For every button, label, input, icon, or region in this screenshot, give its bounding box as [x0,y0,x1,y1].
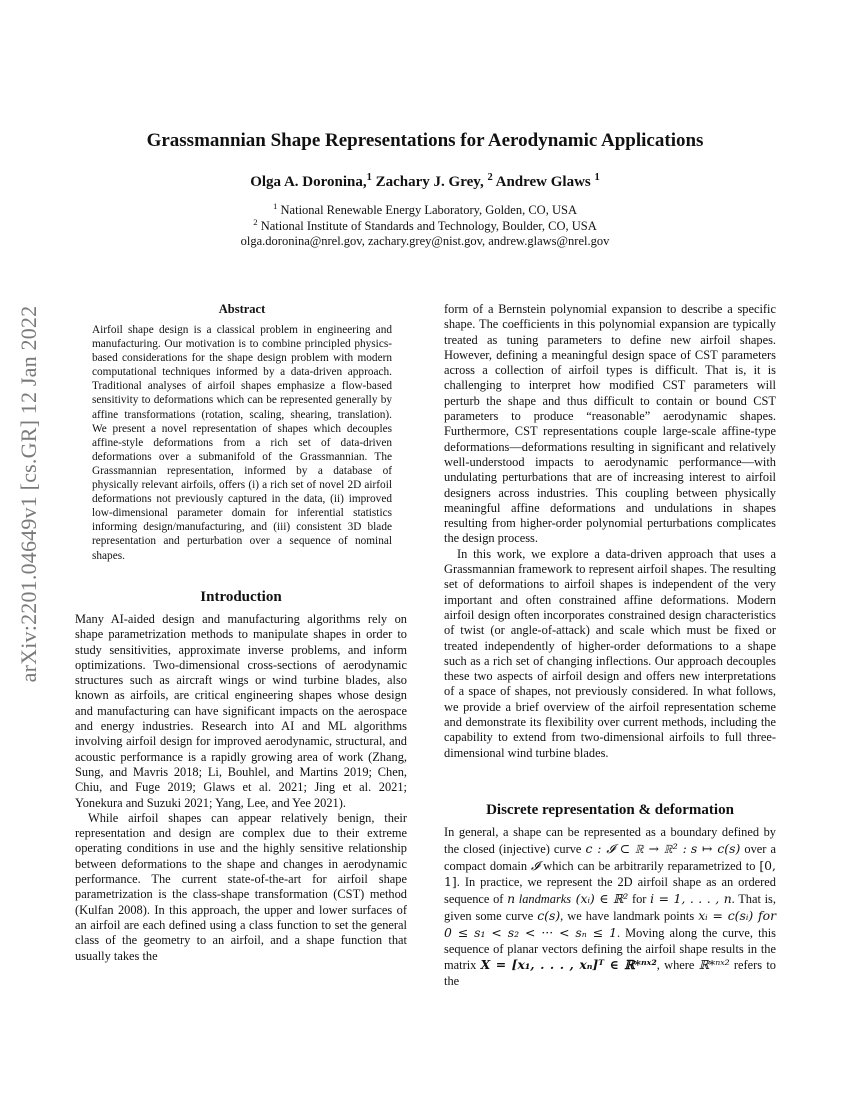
text-run: . In practice, we represent the 2D airfoil shape as an ordered sequence of [444,875,776,907]
affiliation-mark: 2 [253,216,258,227]
abstract-body: Airfoil shape design is a classical problem in engineering and manufacturing. Our motivation is to combine principled physics-based considerations for the shape design problem with modern computational techniques informed by a data-driven approach. Traditional analyses of airfoil shapes emphasize a flow-based sensitivity to deformations which can be represented generally by affine transformations (rotation, scaling, shearing, translation). We present a novel representation of shapes which decouples affine-style deformations from a rich set of data-driven deformations over a submanifold of the Grassmannian. The Grassmannian representation, informed by a database of physically relevant airfoils, offers (i) a rich set of novel 2D airfoil deformations not previously captured in the data, (ii) improved low-dimensional parameter domain for inferential statistics informing design/manufacturing, and (iii) consistent 3D blade representation and perturbation over a sequence of nominal shapes. [92,324,392,562]
math-expression: c(s) [537,907,561,923]
text-run: . That is, given some curve [444,892,776,923]
author-name: Zachary J. Grey, [375,174,484,190]
text-run: over a compact domain [444,841,776,873]
text-run: for [631,892,651,907]
math-expression: [0, 1] [444,857,776,890]
text-run: , where [656,958,699,973]
affiliation-2 [0,216,850,234]
math-expression: s ↦ c(s) [690,840,741,856]
math-expression: c : 𝓘 ⊂ ℝ → ℝ² : [585,840,687,856]
text-run: , we have landmark points [560,908,699,923]
affiliation-mark: 2 [487,172,493,183]
math-expression: xᵢ = c(sᵢ) for 0 ≤ s₁ < s₂ < ··· < sₙ ≤ 1 [444,907,776,940]
discrete-representation-heading: Discrete representation & deformation [486,802,734,818]
text-run: which can be arbitrarily reparametrized to [539,858,760,873]
arxiv-identifier: arXiv:2201.04649v1 [cs.GR] 12 Jan 2022 [16,305,41,683]
text-run: landmarks [515,892,572,907]
math-expression: 𝓘 [530,857,540,873]
math-expression: (xᵢ) ∈ ℝ² [571,891,629,907]
math-expression: X = [x₁, . . . , xₙ]ᵀ ∈ ℝ*ⁿˣ² [480,957,657,973]
math-expression: ℝ*ⁿˣ² [698,957,730,973]
text-run: refers to the [444,958,776,989]
affiliation-1 [0,200,850,218]
introduction-heading: Introduction [200,589,282,605]
author-name: Andrew Glaws [495,174,591,190]
paragraph: In this work, we explore a data-driven approach that uses a Grassmannian framework to represent airfoil shapes. The resulting set of deformations to airfoil shapes is independent of the very important and often constrained affine deformations. Modern airfoil design often incorporates constrained design characteristics of twist (or angle-of-attack) and scale which must be fixed or treated independently of higher-order deformations to a shape such as a rich set of changing inflections. Our approach decouples these two aspects of airfoil design and offers new interpretations of a space of shapes, not previously considered. In what follows, we provide a brief overview of the airfoil representation scheme and demonstrate its flexibility over current methods, including the capability to extend from two-dimensional airfoils to full three-dimensional wind turbine blades. [444,546,776,760]
author-line [0,174,850,191]
introduction-body [75,612,407,964]
affiliation-mark: 1 [594,172,600,183]
discrete-representation-body [444,825,776,990]
math-expression: i = 1, . . . , n [650,891,732,907]
math-expression: n [507,891,516,907]
text-run: In general, a shape can be represented as a boundary defined by the closed (injective) curve [444,825,776,856]
affiliation-mark: 1 [273,200,278,211]
arxiv-side-stamp [0,296,58,692]
paper-title: Grassmannian Shape Representations for Aerodynamic Applications [146,130,704,151]
paragraph: While airfoil shapes can appear relatively benign, their representation and design are complex due to their extreme operating conditions in use and the highly sensitive relationship between deformations to the shape and changes in aerodynamic performance. The current state-of-the-art for airfoil shape parametrization is the class-shape transformation (CST) method (Kulfan 2008). In this approach, the upper and lower surfaces of an airfoil are each defined using a class function to set the general class of the geometry to an airfoil, and a shape function that usually takes the [75,810,407,963]
abstract-heading: Abstract [218,302,266,316]
author-emails: olga.doronina@nrel.gov, zachary.grey@nist.gov, andrew.glaws@nrel.gov [240,234,610,248]
affiliation-text: National Renewable Energy Laboratory, Golden, CO, USA [280,203,577,217]
author-name: Olga A. Doronina, [250,174,367,190]
affiliation-text: National Institute of Standards and Technology, Boulder, CO, USA [260,219,597,233]
paragraph: Many AI-aided design and manufacturing algorithms rely on shape parametrization methods to manipulate shapes in order to study sensitivities, approximate inverse problems, and inform optimizations. Two-dimensional cross-sections of aerodynamic structures such as aircraft wings or wind turbine blades, also known as airfoils, are critical engineering shapes whose design and manufacturing can have significant impacts on the aerospace and energy industries. Research into AI and ML algorithms involving airfoil design for improved aerodynamic, structural, and acoustic performance is a rapidly growing area of work (Zhang, Sung, and Mavris 2018; Li, Bouhlel, and Martins 2019; Chen, Chiu, and Fuge 2019; Glaws et al. 2021; Jing et al. 2021; Yonekura and Suzuki 2021; Yang, Lee, and Yee 2021). [75,612,407,810]
paragraph: form of a Bernstein polynomial expansion to describe a specific shape. The coefficients in this polynomial expansion are typically treated as tuning parameters to define new airfoil shapes. However, defining a meaningful design space of CST parameters across a collection of airfoil types is difficult. That is, it is challenging to interpret how modified CST parameters will perturb the shape and thus difficult to contain or bound CST parameters to produce “reasonable” aerodynamic shapes. Furthermore, CST representations couple large-scale affine-type deformations—deformations resulting in significant and relatively well-understood impacts to aerodynamic performance—with undulating perturbations that are of increasing interest to airfoil designers across industries. This coupling between physically meaningful affine deformations and undulations in shapes resulting from higher-order polynomial perturbations complicates the design process. [444,302,776,546]
right-column-body [444,302,776,761]
text-run: . Moving along the curve, this sequence of planar vectors defining the airfoil shape results in the matrix [444,925,776,973]
affiliation-mark: 1 [366,172,372,183]
paragraph [444,825,776,990]
